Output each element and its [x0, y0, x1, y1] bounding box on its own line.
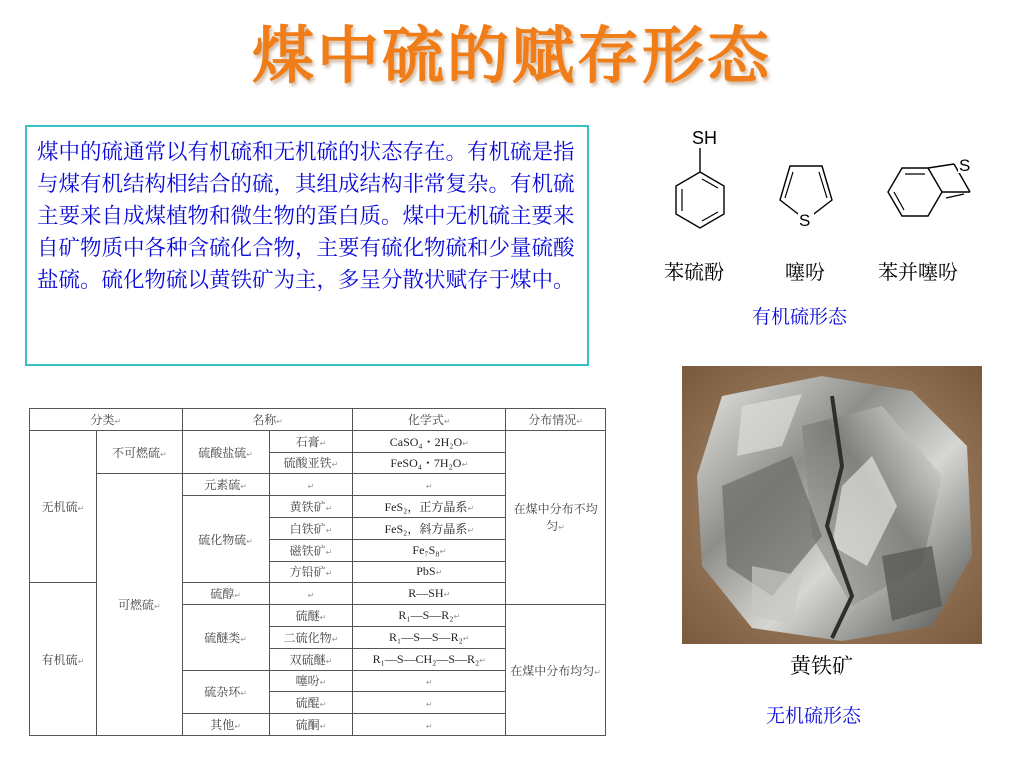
formula-thioether: R₁—S—R₂↵	[353, 605, 506, 627]
group-thiol: 硫醇↵	[182, 583, 269, 605]
formula-empty: ↵	[353, 714, 506, 736]
distribution-even: 在煤中分布均匀↵	[506, 605, 606, 736]
pyrite-photo	[682, 366, 982, 644]
item-marcasite: 白铁矿↵	[269, 517, 353, 539]
item-disulfide: 二硫化物↵	[269, 626, 353, 648]
item-empty: ↵	[269, 583, 353, 605]
formula-gypsum: CaSO₄・2H₂O↵	[353, 430, 506, 452]
thiophene-label: 噻吩	[785, 260, 825, 284]
intro-textbox: 煤中的硫通常以有机硫和无机硫的状态存在。有机硫是指与煤有机结构相结合的硫，其组成结构非常复杂。有机硫主要来自成煤植物和微生物的蛋白质。煤中无机硫主要来自矿物质中各种含硫化合物，主要有硫化物硫和少量硫酸盐硫。硫化物硫以黄铁矿为主，多呈分散状赋存于煤中。	[25, 125, 589, 366]
item-thioketone: 硫酮↵	[269, 714, 353, 736]
formula-pyrite: FeS₂，正方晶系↵	[353, 496, 506, 518]
item-thiophene: 噻吩↵	[269, 670, 353, 692]
item-thioether: 硫醚↵	[269, 605, 353, 627]
sulfur-classification-table	[29, 408, 606, 736]
distribution-uneven: 在煤中分布不均匀↵	[506, 430, 606, 604]
thiophene-structure	[770, 158, 842, 238]
pyrite-label: 黄铁矿	[790, 654, 853, 678]
header-distribution: 分布情况↵	[506, 409, 606, 431]
page-title: 煤中硫的赋存形态	[251, 19, 772, 92]
formula-bis-thioether: R₁—S—CH₂—S—R₂↵	[353, 648, 506, 670]
benzothiophene-label: 苯并噻吩	[878, 260, 958, 284]
item-ferrous-sulfate: 硫酸亚铁↵	[269, 452, 353, 474]
group-elemental: 元素硫↵	[182, 474, 269, 496]
organic-sulfur-caption: 有机硫形态	[752, 306, 848, 328]
sh-label: SH	[692, 128, 718, 148]
group-noncombustible: 不可燃硫↵	[96, 430, 182, 474]
group-sulfide: 硫化物硫↵	[182, 496, 269, 583]
s-label: S	[959, 156, 971, 175]
table-row	[30, 430, 606, 452]
header-name: 名称↵	[182, 409, 353, 431]
group-inorganic: 无机硫↵	[30, 430, 97, 583]
formula-galena: PbS↵	[353, 561, 506, 583]
formula-empty: ↵	[353, 670, 506, 692]
formula-empty: ↵	[353, 692, 506, 714]
formula-marcasite: FeS₂，斜方晶系↵	[353, 517, 506, 539]
item-thioquinone: 硫醌↵	[269, 692, 353, 714]
formula-empty: ↵	[353, 474, 506, 496]
group-other: 其他↵	[182, 714, 269, 736]
table-header-row	[30, 409, 606, 431]
item-pyrite: 黄铁矿↵	[269, 496, 353, 518]
header-category: 分类↵	[30, 409, 183, 431]
group-organic: 有机硫↵	[30, 583, 97, 736]
formula-ferrous-sulfate: FeSO₄・7H₂O↵	[353, 452, 506, 474]
formula-pyrrhotite: Fe₇S₈↵	[353, 539, 506, 561]
item-bis-thioether: 双硫醚↵	[269, 648, 353, 670]
item-pyrrhotite: 磁铁矿↵	[269, 539, 353, 561]
group-heterocycle: 硫杂环↵	[182, 670, 269, 714]
benzothiophene-structure	[872, 152, 990, 232]
item-gypsum: 石膏↵	[269, 430, 353, 452]
item-empty: ↵	[269, 474, 353, 496]
item-galena: 方铅矿↵	[269, 561, 353, 583]
group-thioether: 硫醚类↵	[182, 605, 269, 670]
formula-disulfide: R₁—S—S—R₂↵	[353, 626, 506, 648]
inorganic-sulfur-caption: 无机硫形态	[766, 705, 862, 727]
formula-thiol: R—SH↵	[353, 583, 506, 605]
thiophenol-label: 苯硫酚	[664, 260, 724, 284]
group-combustible: 可燃硫↵	[96, 474, 182, 736]
group-sulfate: 硫酸盐硫↵	[182, 430, 269, 474]
header-formula: 化学式↵	[353, 409, 506, 431]
thiophenol-structure	[662, 124, 737, 242]
s-label: S	[799, 211, 811, 230]
